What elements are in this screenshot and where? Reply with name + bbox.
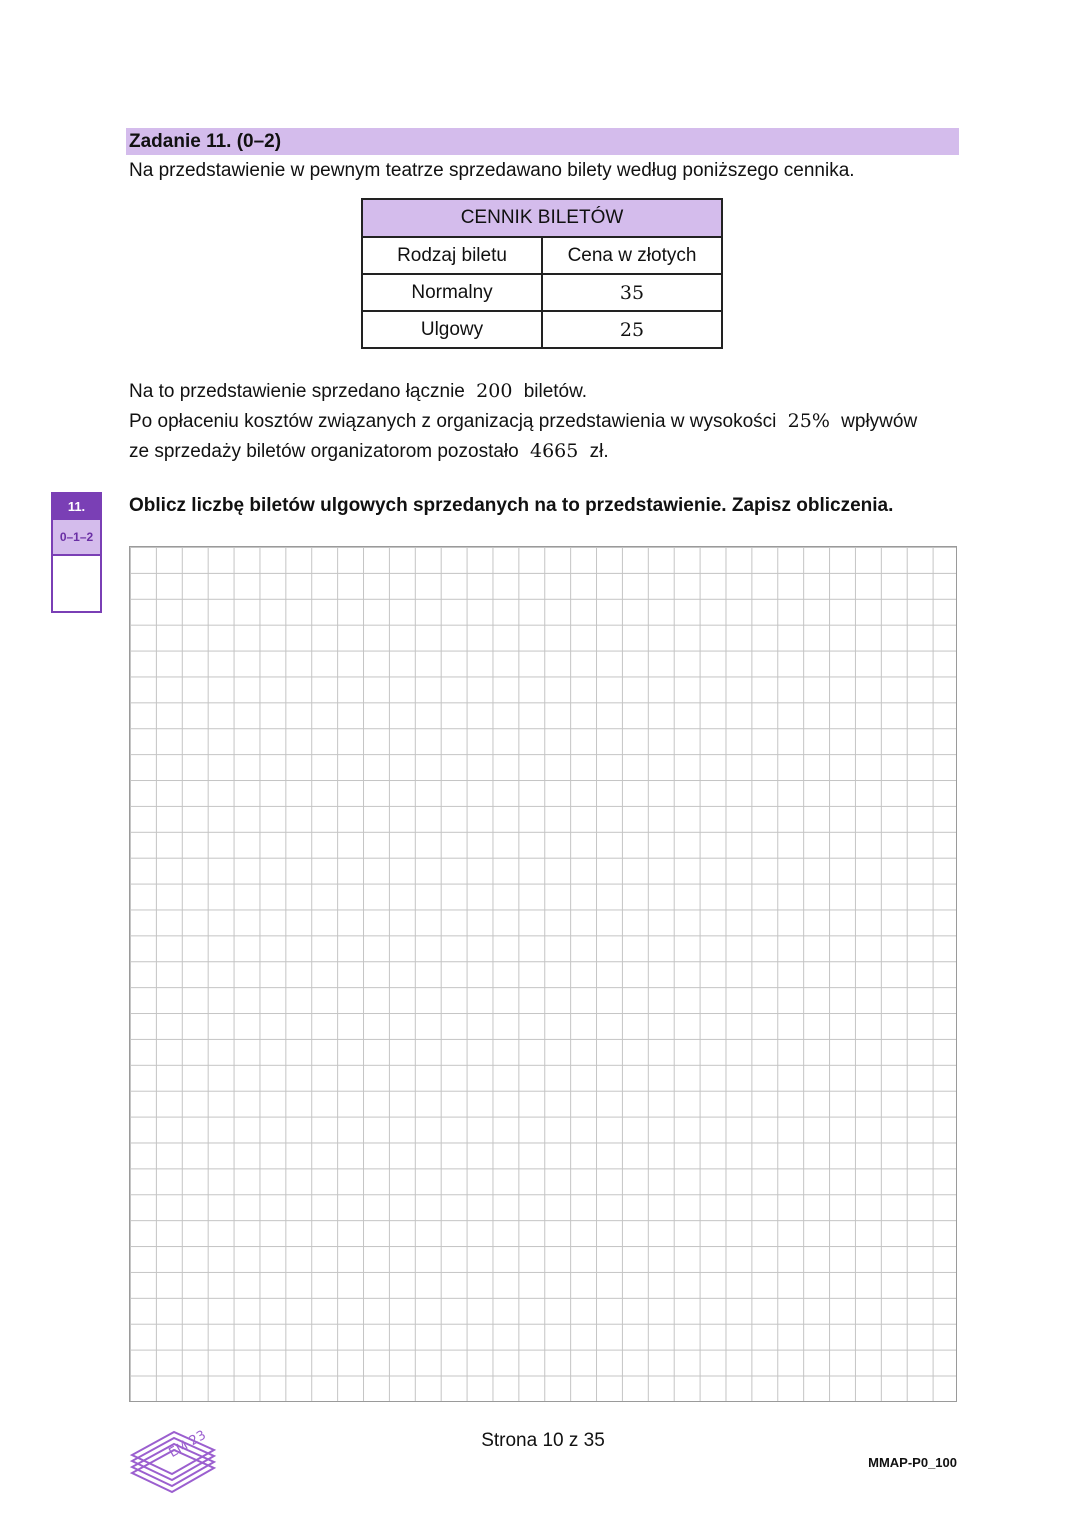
- score-box: [51, 492, 102, 613]
- price-table-title: CENNIK BILETÓW: [362, 199, 722, 237]
- price-table-col1-header: Rodzaj biletu: [362, 237, 542, 274]
- exam-code: MMAP-P0_100: [868, 1455, 957, 1470]
- task-header: Zadanie 11. (0–2): [126, 128, 959, 155]
- math-number: 4665: [530, 440, 579, 462]
- text-fragment: ze sprzedaży biletów organizatorom pozostało: [129, 441, 519, 462]
- math-number: 25%: [787, 410, 830, 432]
- table-row: [362, 311, 722, 348]
- text-fragment: wpływów: [841, 411, 918, 432]
- task-command: Oblicz liczbę biletów ulgowych sprzedanych na to przedstawienie. Zapisz obliczenia.: [129, 495, 894, 516]
- text-fragment: zł.: [589, 441, 609, 462]
- price-table-col2-header: Cena w złotych: [542, 237, 722, 274]
- task-number: 11.: [53, 494, 100, 520]
- text-fragment: Po opłaceniu kosztów związanych z organizacją przedstawienia w wysokości: [129, 411, 777, 432]
- page-number: Strona 10 z 35: [481, 1430, 605, 1451]
- paragraph-line-3: [129, 439, 609, 464]
- score-range: 0–1–2: [53, 520, 100, 556]
- paragraph-line-2: [129, 409, 917, 434]
- ticket-type: Ulgowy: [362, 311, 542, 348]
- table-row: [362, 274, 722, 311]
- paragraph-line-1: [129, 379, 587, 404]
- math-number: 200: [476, 380, 513, 402]
- answer-grid[interactable]: [129, 546, 957, 1402]
- task-intro: Na przedstawienie w pewnym teatrze sprzedawano bilety według poniższego cennika.: [129, 160, 855, 181]
- svg-text:EM 23: EM 23: [166, 1428, 209, 1461]
- ticket-price: 35: [542, 274, 722, 311]
- text-fragment: biletów.: [523, 381, 588, 402]
- ticket-price: 25: [542, 311, 722, 348]
- ticket-type: Normalny: [362, 274, 542, 311]
- price-table: [361, 198, 723, 349]
- text-fragment: Na to przedstawienie sprzedano łącznie: [129, 381, 465, 402]
